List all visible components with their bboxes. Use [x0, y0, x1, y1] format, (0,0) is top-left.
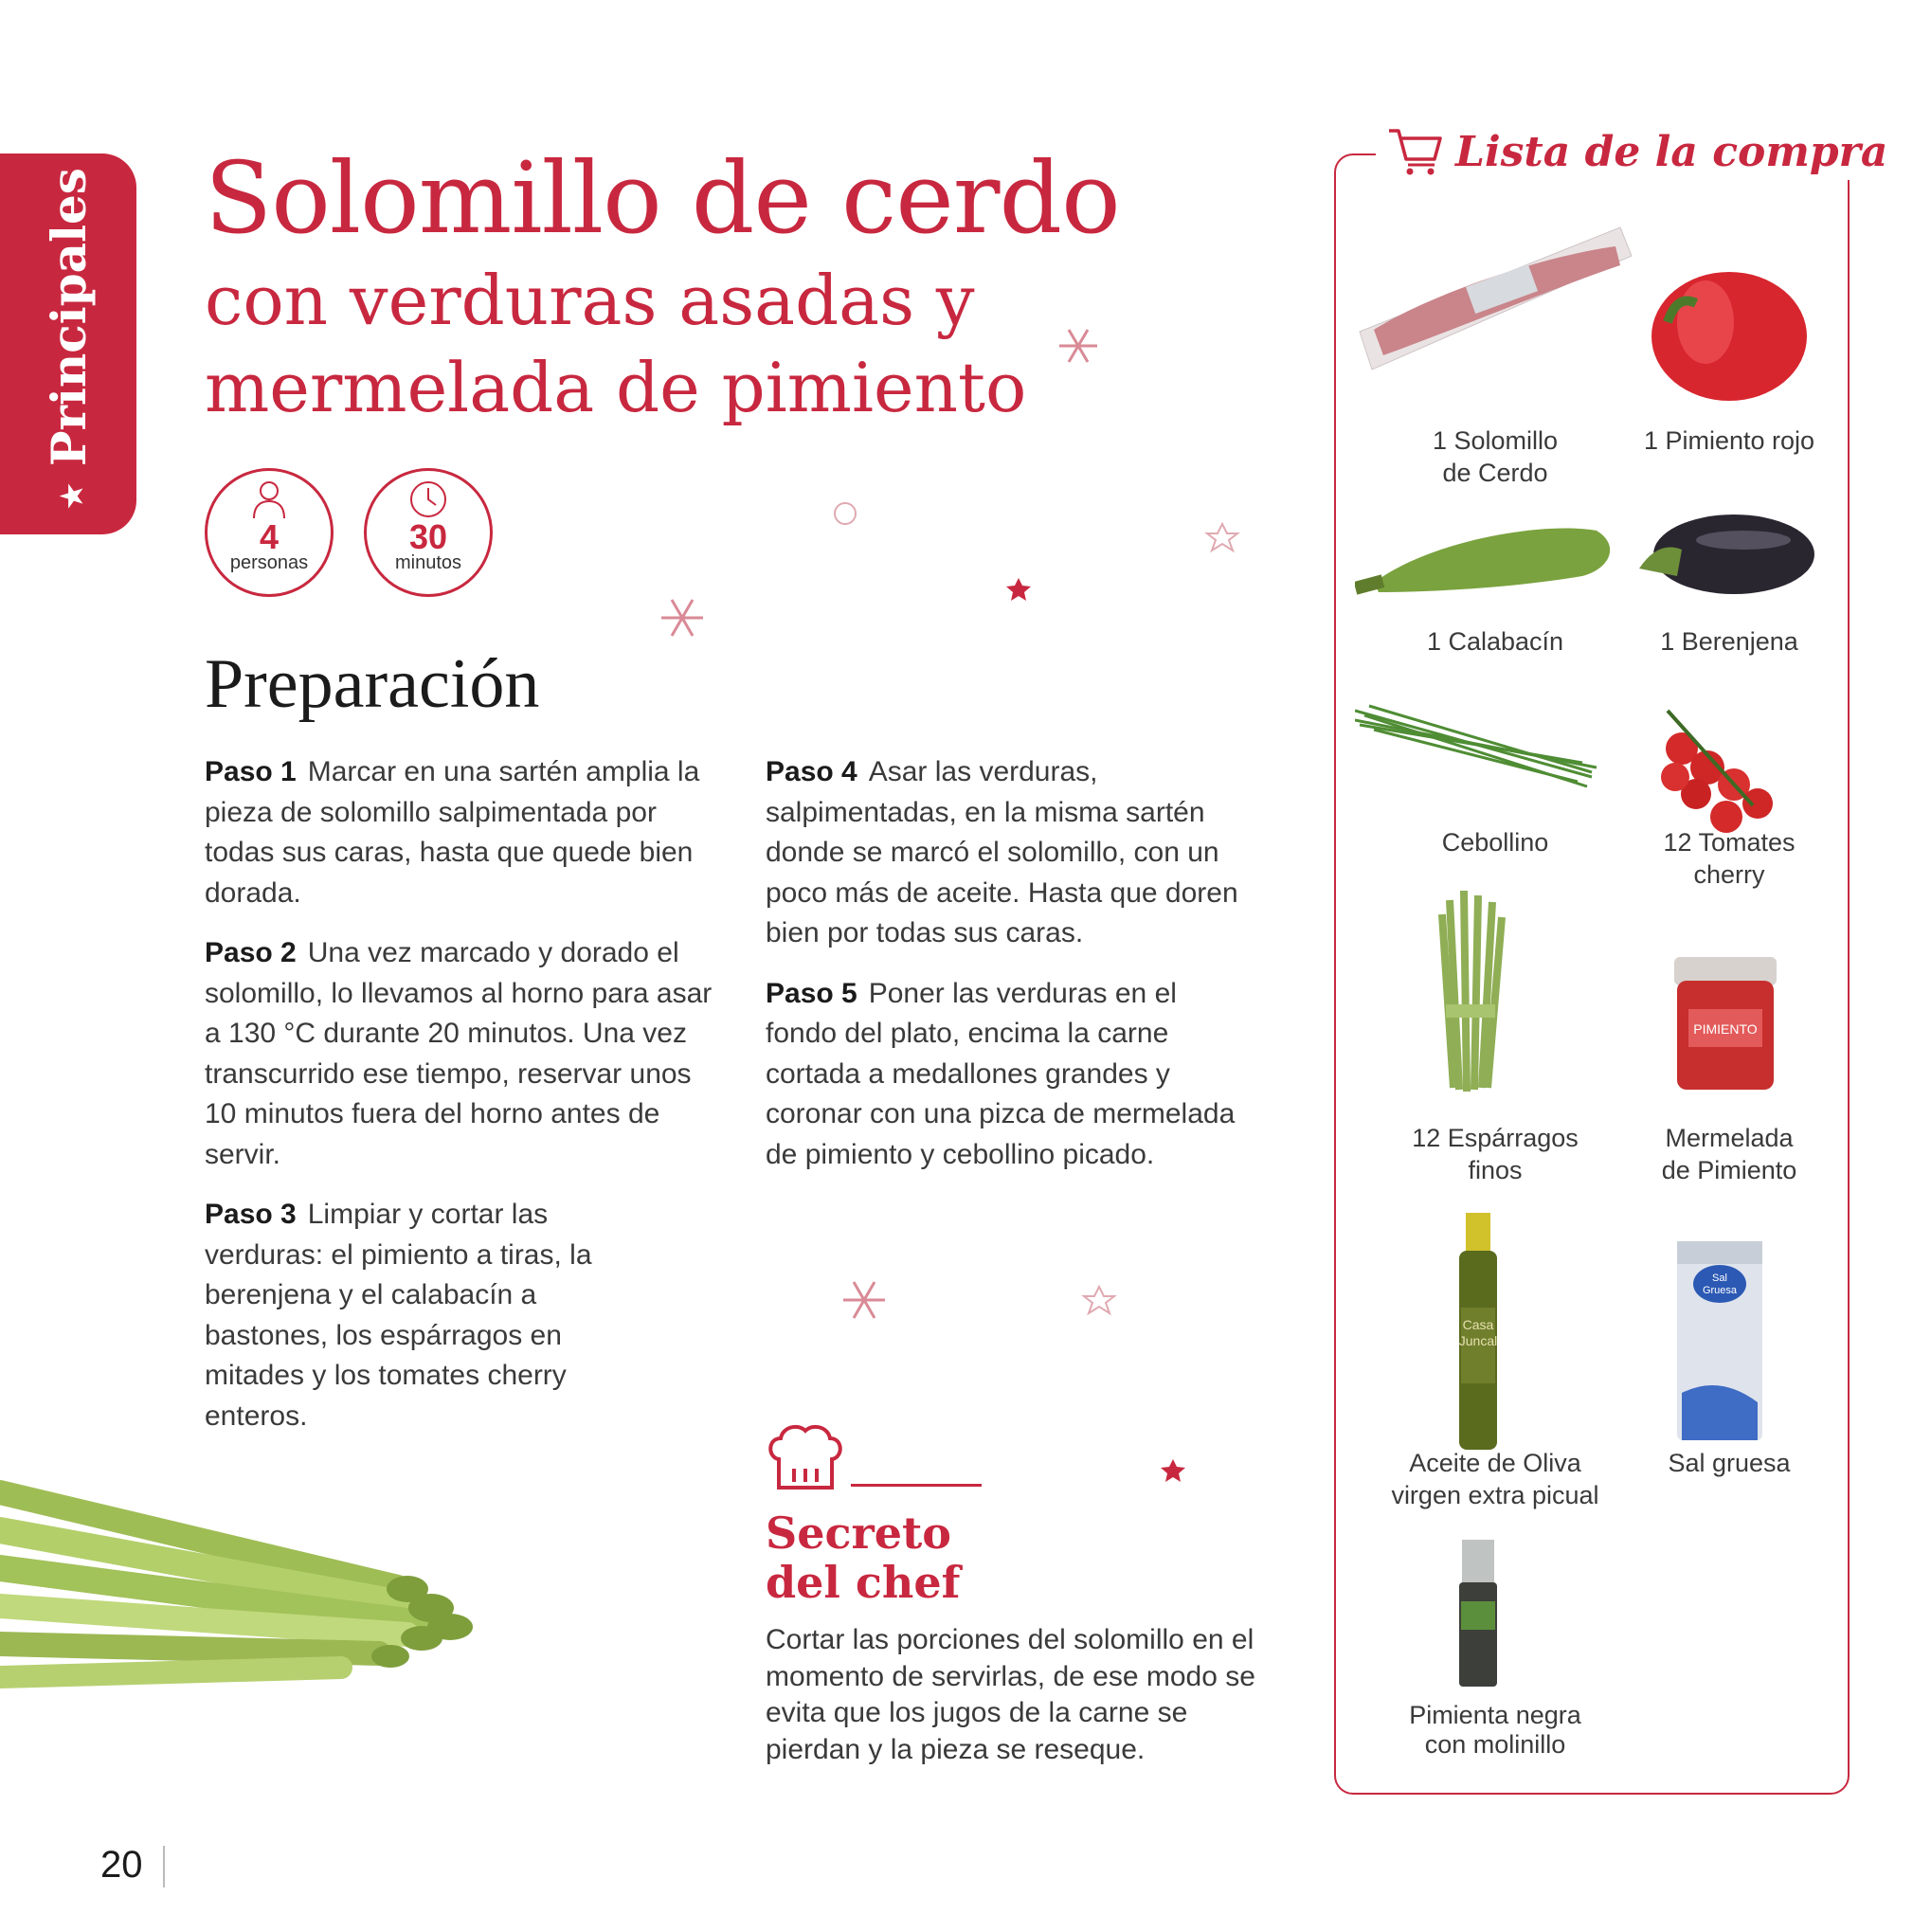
oil-label-line2: Juncal: [1458, 1333, 1498, 1348]
recipe-subtitle-line2: mermelada de pimiento: [205, 348, 1027, 427]
chef-secret-title: Secreto del chef: [766, 1508, 961, 1608]
coarse-salt-bag-image: [1677, 1241, 1762, 1440]
oil-label-line1: Casa: [1462, 1317, 1494, 1332]
step-2: Paso 2 Una vez marcado y dorado el solomillo, lo llevamos al horno para asar a 130 °C durante 20 minutos. Una vez transcurrido ese tiempo, reservar unos 10 minutos fuera del horno antes de servir.: [205, 937, 713, 1170]
star-outline-icon: [1084, 1287, 1114, 1313]
shopping-list-title: Lista de la compra: [1455, 127, 1888, 176]
chef-secret-text: Cortar las porciones del solomillo en el momento de servirlas, de ese modo se evita que los jugos de la carne se pierdan y la pieza se reseque.: [766, 1624, 1255, 1765]
section-tab: [0, 153, 136, 534]
servings-badge: [205, 468, 334, 597]
servings-value: 4: [259, 517, 280, 556]
salt-label-line2: Gruesa: [1702, 1285, 1738, 1296]
item-chives: Cebollino: [1441, 828, 1549, 857]
eggplant-image: [1639, 515, 1814, 594]
jam-label-text: PIMIENTO: [1693, 1021, 1758, 1037]
star-outline-icon: [1207, 524, 1237, 551]
pepper-grinder-image: [1459, 1540, 1497, 1687]
chef-divider: [851, 1484, 982, 1487]
time-value: 30: [408, 517, 448, 556]
star-icon: ★: [56, 483, 89, 509]
item-eggplant: 1 Berenjena: [1660, 627, 1798, 656]
clock-icon: [407, 478, 449, 520]
step-5: Paso 5 Poner las verduras en el fondo del plato, encima la carne cortada a medallones grandes y coronar con una pizca de mermelada de pimiento y cebollino picado.: [766, 977, 1236, 1170]
red-pepper-image: [1651, 272, 1807, 401]
olive-oil-bottle-image: [1459, 1213, 1497, 1450]
star-icon: [1006, 578, 1031, 601]
shopping-list-header: [1376, 123, 1899, 180]
time-badge: [364, 468, 493, 597]
item-coarse-salt: Sal gruesa: [1668, 1449, 1791, 1477]
item-zucchini: 1 Calabacín: [1426, 627, 1564, 656]
recipe-title: Solomillo de cerdo: [205, 140, 1120, 256]
page-number-divider: [163, 1846, 165, 1887]
star-icon: [1161, 1459, 1185, 1482]
pepper-jam-jar-image: [1674, 957, 1777, 1090]
steps-column-left: [205, 752, 716, 1456]
snowflake-icon: [661, 600, 703, 636]
time-label: minutos: [394, 552, 462, 573]
item-red-pepper: 1 Pimiento rojo: [1643, 426, 1815, 455]
salt-label-line1: Sal: [1712, 1273, 1727, 1284]
circle-decoration: [835, 503, 856, 524]
item-pepper-jam: Mermelada de Pimiento: [1661, 1124, 1797, 1184]
recipe-subtitle-line1: con verduras asadas y: [205, 261, 975, 340]
chives-image: [1355, 706, 1597, 786]
snowflake-icon: [843, 1282, 885, 1318]
pork-tenderloin-image: [1360, 227, 1632, 370]
section-tab-label: ★Principales: [41, 168, 97, 509]
asparagus-photo: [0, 1464, 493, 1710]
item-pork-tenderloin: 1 Solomillo de Cerdo: [1432, 426, 1559, 487]
chef-hat-icon: [766, 1421, 845, 1491]
cart-icon: [1387, 127, 1444, 176]
item-olive-oil: Aceite de Oliva virgen extra picual: [1391, 1449, 1599, 1509]
item-asparagus: 12 Espárragos finos: [1412, 1124, 1579, 1184]
item-cherry-tomatoes: 12 Tomates cherry: [1663, 828, 1796, 889]
page-number: 20: [100, 1844, 143, 1886]
zucchini-image: [1355, 528, 1610, 594]
step-3: Paso 3 Limpiar y cortar las verduras: el pimiento a tiras, la berenjena y el calabacín a bastones, los espárragos en mitades y los tomates cherry enteros.: [205, 1199, 592, 1432]
asparagus-bunch-image: [1442, 891, 1502, 1092]
step-1: Paso 1 Marcar en una sartén amplia la pieza de solomillo salpimentada por todas sus caras, hasta que quede bien dorada.: [205, 756, 700, 909]
item-black-pepper: Pimienta negra con molinillo: [1409, 1701, 1581, 1759]
cherry-tomatoes-image: [1661, 711, 1773, 833]
steps-column-right: [766, 752, 1277, 1195]
person-icon: [248, 478, 290, 520]
servings-label: personas: [229, 552, 309, 573]
preparation-heading: Preparación: [205, 645, 540, 723]
snowflake-icon: [1059, 330, 1097, 362]
step-4: Paso 4 Asar las verduras, salpimentadas, en la misma sartén donde se marcó el solomillo, con un poco más de aceite. Hasta que doren bien por todas sus caras.: [766, 756, 1238, 948]
